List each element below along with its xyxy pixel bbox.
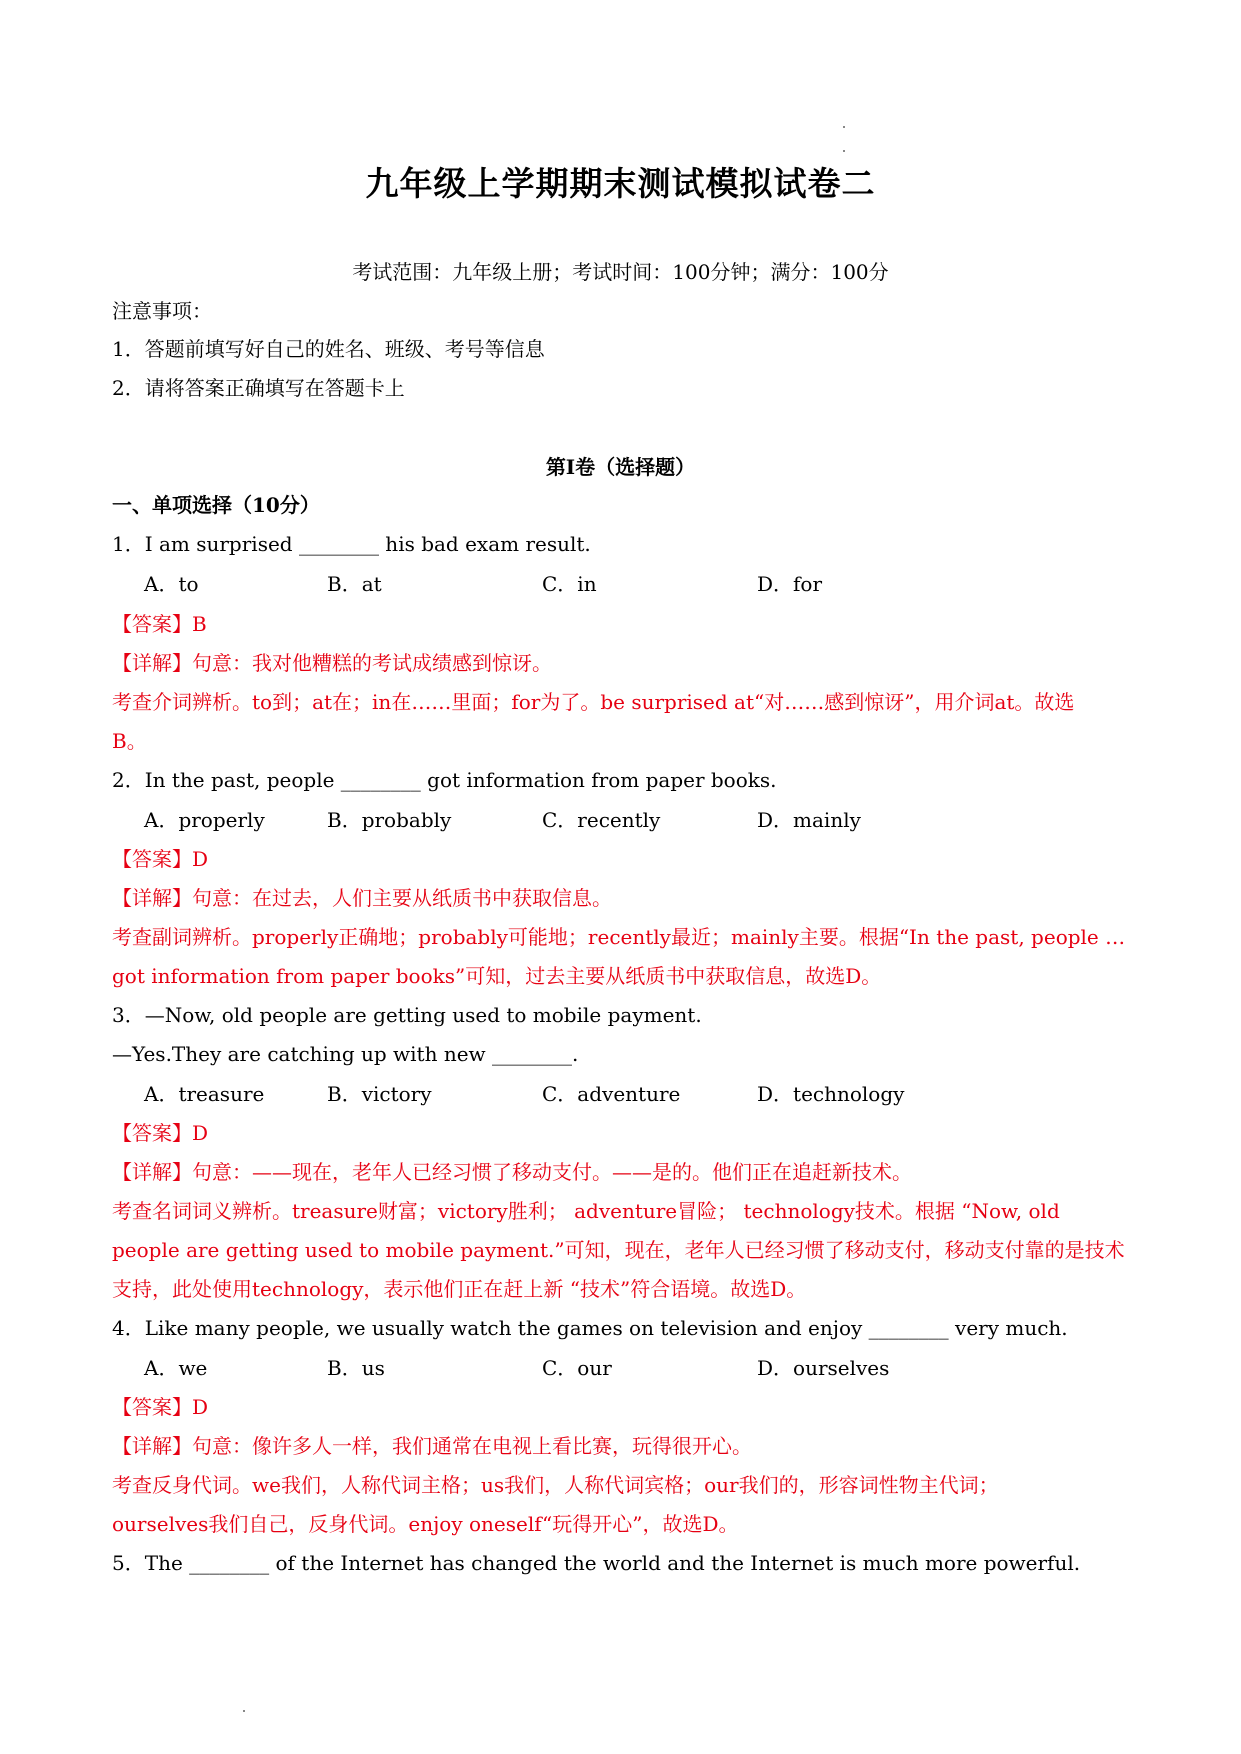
answer: 【答案】B [112,612,207,636]
option-d: D．for [757,572,823,596]
option-a: A．we [144,1356,208,1380]
option-c: C．adventure [542,1082,681,1106]
option-c: C．recently [542,808,661,832]
scan-mark [843,150,845,152]
question-stem: —Yes.They are catching up with new ________. [112,1042,579,1066]
answer: 【答案】D [112,847,209,871]
page-title: 九年级上学期期末测试模拟试卷二 [365,164,876,203]
option-c: C．in [542,572,597,596]
option-a: A．to [144,572,199,596]
option-a: A．properly [144,808,265,832]
analysis-line: 考查名词词义辨析。treasure财富；victory胜利； adventure冒险； technology技术。根据 “Now, old [112,1199,1060,1223]
notice-item: 1．答题前填写好自己的姓名、班级、考号等信息 [112,337,545,361]
question-stem: 3．—Now, old people are getting used to mobile payment. [112,1003,702,1027]
part-title: 一、单项选择（10分） [112,493,320,517]
answer: 【答案】D [112,1395,209,1419]
detail: 【详解】句意：像许多人一样，我们通常在电视上看比赛，玩得很开心。 [112,1434,752,1458]
detail: 【详解】句意：我对他糟糕的考试成绩感到惊讶。 [112,651,552,675]
option-d: D．ourselves [757,1356,890,1380]
section-title: 第I卷（选择题） [545,455,696,479]
analysis-line: people are getting used to mobile payment.”可知，现在，老年人已经习惯了移动支付，移动支付靠的是技术 [112,1238,1125,1262]
scan-mark [843,126,845,128]
option-d: D．mainly [757,808,861,832]
analysis-line: got information from paper books”可知，过去主要从纸质书中获取信息，故选D。 [112,964,882,988]
analysis-line: 考查副词辨析。properly正确地；probably可能地；recently最近；mainly主要。根据“In the past, people … [112,925,1126,949]
option-d: D．technology [757,1082,905,1106]
notice-item: 2．请将答案正确填写在答题卡上 [112,376,405,400]
question-stem: 1．I am surprised ________ his bad exam result. [112,532,591,556]
analysis-line: B。 [112,729,147,753]
exam-meta: 考试范围：九年级上册；考试时间：100分钟；满分：100分 [352,260,889,284]
detail: 【详解】句意：在过去，人们主要从纸质书中获取信息。 [112,886,612,910]
option-a: A．treasure [144,1082,265,1106]
analysis-line: 支持，此处使用technology，表示他们正在赶上新 “技术”符合语境。故选D。 [112,1277,807,1301]
analysis-line: 考查介词辨析。to到；at在；in在……里面；for为了。be surprised at“对……感到惊讶”，用介词at。故选 [112,690,1075,714]
scan-mark [243,1710,245,1712]
question-stem: 5．The ________ of the Internet has changed the world and the Internet is much more powerful. [112,1551,1081,1575]
analysis-line: 考查反身代词。we我们，人称代词主格；us我们，人称代词宾格；our我们的，形容词性物主代词； [112,1473,999,1497]
notice-heading: 注意事项： [112,299,212,323]
option-b: B．probably [327,808,452,832]
option-b: B．at [327,572,382,596]
option-b: B．victory [327,1082,432,1106]
option-b: B．us [327,1356,385,1380]
question-stem: 4．Like many people, we usually watch the games on television and enjoy ________ very much. [112,1316,1068,1340]
question-stem: 2．In the past, people ________ got information from paper books. [112,768,777,792]
analysis-line: ourselves我们自己，反身代词。enjoy oneself“玩得开心”，故选D。 [112,1512,739,1536]
option-c: C．our [542,1356,612,1380]
answer: 【答案】D [112,1121,209,1145]
detail: 【详解】句意：——现在，老年人已经习惯了移动支付。——是的。他们正在追赶新技术。 [112,1160,912,1184]
